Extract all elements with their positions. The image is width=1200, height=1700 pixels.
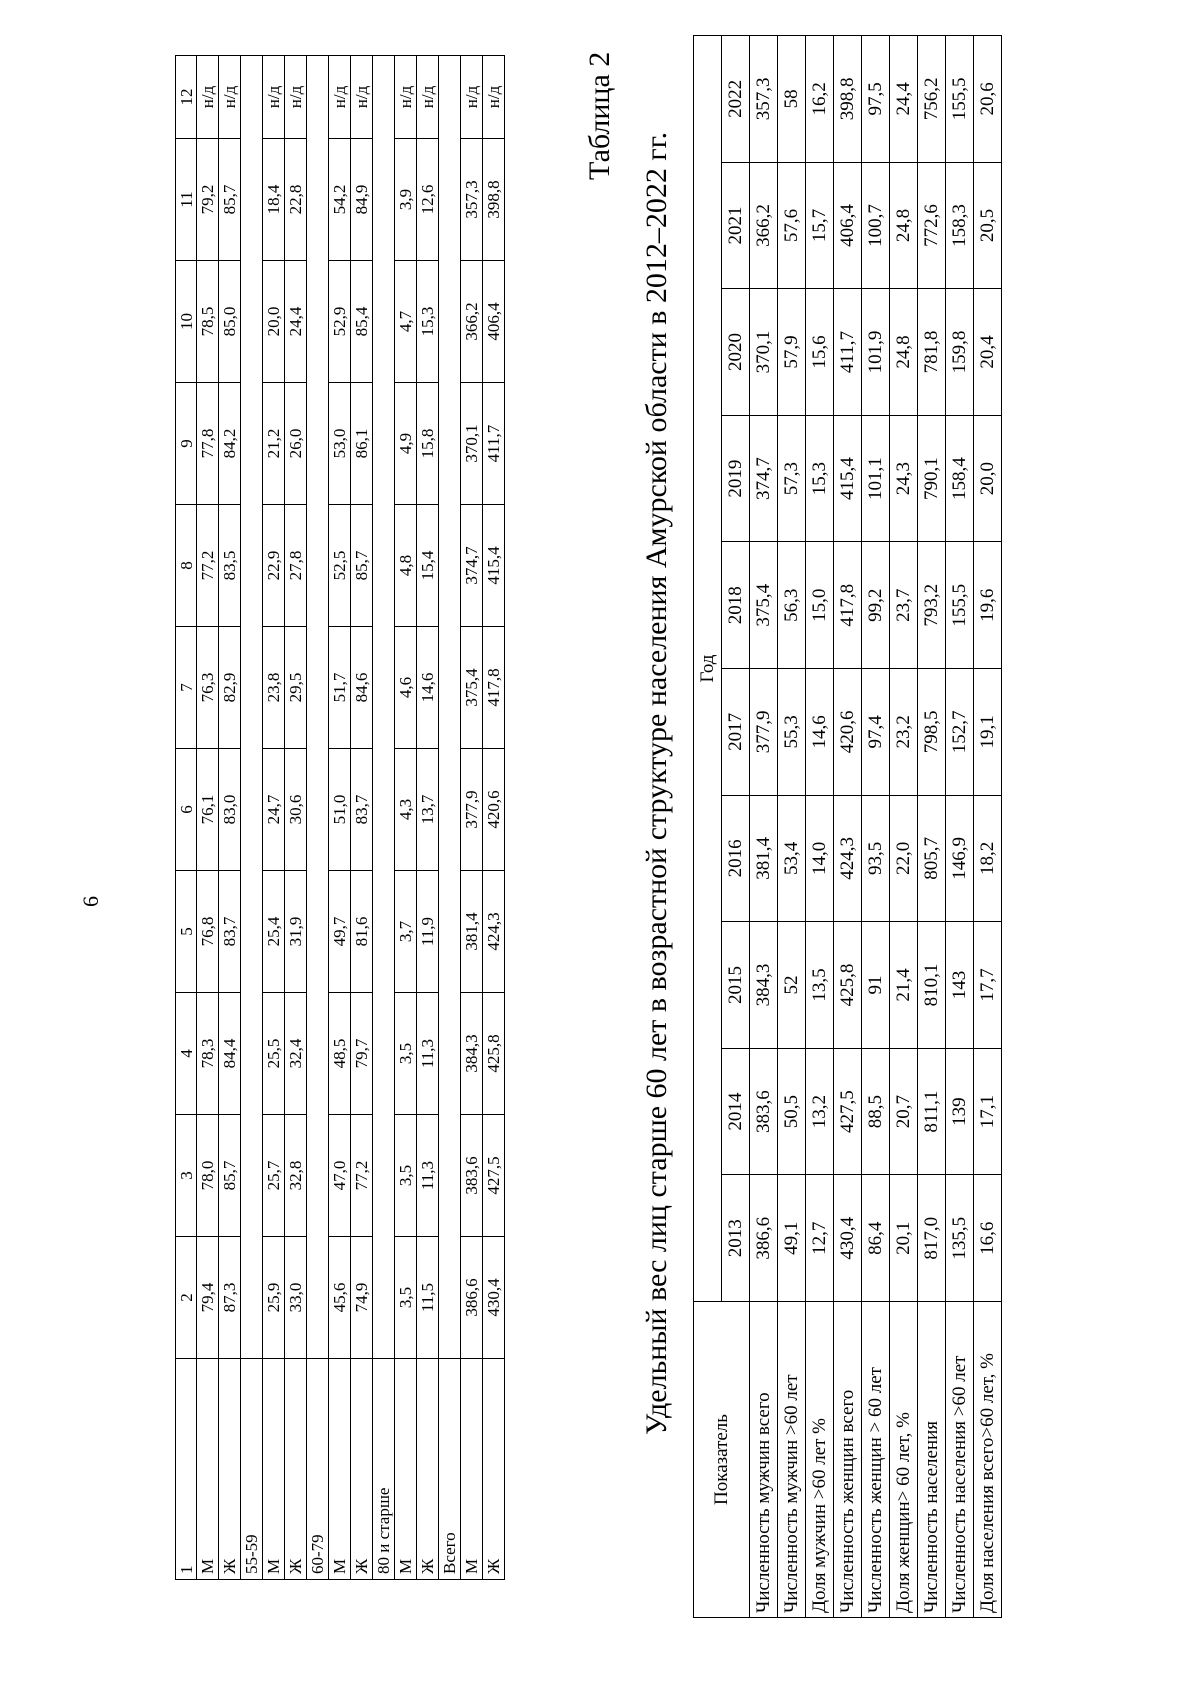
value-cell: 427,5 [834, 1048, 862, 1175]
value-cell: 76,1 [197, 749, 219, 871]
value-cell: 158,3 [946, 162, 974, 289]
value-cell: 22,8 [285, 139, 307, 261]
year-group-header: Год [694, 36, 722, 1302]
value-cell: 50,5 [778, 1048, 806, 1175]
value-cell: 425,8 [483, 993, 505, 1115]
section-label: Всего [439, 1359, 461, 1580]
value-cell: 3,5 [395, 993, 417, 1115]
value-cell: 31,9 [285, 871, 307, 993]
table-row [750, 36, 778, 1618]
value-cell: 23,7 [890, 542, 918, 669]
year-header: 2020 [722, 289, 750, 416]
value-cell: 83,7 [351, 749, 373, 871]
table-row [395, 56, 417, 1580]
value-cell: 51,0 [329, 749, 351, 871]
value-cell: 101,9 [862, 289, 890, 416]
value-cell: 52 [778, 922, 806, 1049]
value-cell: 56,3 [778, 542, 806, 669]
indicator-label: Численность мужчин всего [750, 1302, 778, 1618]
indicator-label: Доля мужчин >60 лет % [806, 1302, 834, 1618]
table-row [285, 56, 307, 1580]
value-cell: 15,3 [417, 261, 439, 383]
value-cell: 370,1 [461, 383, 483, 505]
value-cell: 77,8 [197, 383, 219, 505]
value-cell: 357,3 [461, 139, 483, 261]
year-header: 2017 [722, 669, 750, 796]
value-cell: 97,5 [862, 36, 890, 163]
page-number: 6 [78, 896, 103, 907]
value-cell: 398,8 [834, 36, 862, 163]
value-cell: н/д [197, 56, 219, 139]
year-header: 2014 [722, 1048, 750, 1175]
value-cell: 15,7 [806, 162, 834, 289]
sex-label: М [263, 1359, 285, 1580]
value-cell: 78,0 [197, 1115, 219, 1237]
column-number-cell: 5 [176, 871, 197, 993]
section-blank-cell [373, 56, 395, 1359]
column-number-cell: 2 [176, 1237, 197, 1359]
table-row [461, 56, 483, 1580]
value-cell: 84,9 [351, 139, 373, 261]
value-cell: н/д [263, 56, 285, 139]
table-row [806, 36, 834, 1618]
value-cell: 57,6 [778, 162, 806, 289]
table-row [417, 56, 439, 1580]
elderly-share-table [693, 35, 1002, 1618]
value-cell: 25,5 [263, 993, 285, 1115]
value-cell: 85,7 [219, 1115, 241, 1237]
value-cell: 53,0 [329, 383, 351, 505]
value-cell: 74,9 [351, 1237, 373, 1359]
indicator-label: Численность женщин всего [834, 1302, 862, 1618]
value-cell: 20,7 [890, 1048, 918, 1175]
value-cell: 756,2 [918, 36, 946, 163]
value-cell: 384,3 [750, 922, 778, 1049]
value-cell: 20,6 [974, 36, 1002, 163]
value-cell: 11,9 [417, 871, 439, 993]
table-label: Таблица 2 [583, 51, 616, 180]
value-cell: 55,3 [778, 669, 806, 796]
value-cell: 430,4 [483, 1237, 505, 1359]
section-blank-cell [241, 56, 263, 1359]
table-header-row [176, 56, 197, 1580]
value-cell: 25,7 [263, 1115, 285, 1237]
value-cell: 24,4 [890, 36, 918, 163]
value-cell: 84,4 [219, 993, 241, 1115]
value-cell: 383,6 [750, 1048, 778, 1175]
value-cell: 13,5 [806, 922, 834, 1049]
sex-label: Ж [285, 1359, 307, 1580]
value-cell: 11,3 [417, 1115, 439, 1237]
value-cell: 11,5 [417, 1237, 439, 1359]
value-cell: 406,4 [483, 261, 505, 383]
value-cell: 16,2 [806, 36, 834, 163]
value-cell: 76,8 [197, 871, 219, 993]
value-cell: н/д [285, 56, 307, 139]
value-cell: 57,3 [778, 415, 806, 542]
column-number-cell: 11 [176, 139, 197, 261]
value-cell: 381,4 [461, 871, 483, 993]
section-blank-cell [307, 56, 329, 1359]
value-cell: 377,9 [750, 669, 778, 796]
table-row [351, 56, 373, 1580]
value-cell: 78,5 [197, 261, 219, 383]
value-cell: 817,0 [918, 1175, 946, 1302]
value-cell: 370,1 [750, 289, 778, 416]
value-cell: 146,9 [946, 795, 974, 922]
value-cell: 4,7 [395, 261, 417, 383]
value-cell: 82,9 [219, 627, 241, 749]
value-cell: 83,5 [219, 505, 241, 627]
value-cell: 424,3 [834, 795, 862, 922]
year-header: 2018 [722, 542, 750, 669]
value-cell: 83,0 [219, 749, 241, 871]
section-label: 60-79 [307, 1359, 329, 1580]
value-cell: 15,0 [806, 542, 834, 669]
indicator-label: Доля населения всего>60 лет, % [974, 1302, 1002, 1618]
value-cell: 12,6 [417, 139, 439, 261]
value-cell: 86,1 [351, 383, 373, 505]
value-cell: 101,1 [862, 415, 890, 542]
value-cell: 21,4 [890, 922, 918, 1049]
value-cell: 781,8 [918, 289, 946, 416]
value-cell: 83,7 [219, 871, 241, 993]
value-cell: 78,3 [197, 993, 219, 1115]
column-number-cell: 10 [176, 261, 197, 383]
value-cell: н/д [395, 56, 417, 139]
value-cell: 798,5 [918, 669, 946, 796]
value-cell: 20,4 [974, 289, 1002, 416]
value-cell: 155,5 [946, 542, 974, 669]
value-cell: 23,8 [263, 627, 285, 749]
indicator-label: Численность мужчин >60 лет [778, 1302, 806, 1618]
value-cell: 159,8 [946, 289, 974, 416]
value-cell: 4,9 [395, 383, 417, 505]
value-cell: 84,6 [351, 627, 373, 749]
value-cell: 24,3 [890, 415, 918, 542]
indicator-label: Доля женщин> 60 лет, % [890, 1302, 918, 1618]
value-cell: н/д [483, 56, 505, 139]
value-cell: 424,3 [483, 871, 505, 993]
value-cell: 77,2 [197, 505, 219, 627]
value-cell: 26,0 [285, 383, 307, 505]
value-cell: 22,0 [890, 795, 918, 922]
column-number-cell: 6 [176, 749, 197, 871]
value-cell: 406,4 [834, 162, 862, 289]
sex-label: Ж [417, 1359, 439, 1580]
section-row [307, 56, 329, 1580]
column-number-cell: 9 [176, 383, 197, 505]
value-cell: 810,1 [918, 922, 946, 1049]
year-header: 2013 [722, 1175, 750, 1302]
year-header: 2019 [722, 415, 750, 542]
value-cell: 99,2 [862, 542, 890, 669]
value-cell: н/д [461, 56, 483, 139]
value-cell: 45,6 [329, 1237, 351, 1359]
value-cell: 20,0 [263, 261, 285, 383]
value-cell: 14,6 [417, 627, 439, 749]
value-cell: 100,7 [862, 162, 890, 289]
value-cell: 25,9 [263, 1237, 285, 1359]
value-cell: 49,1 [778, 1175, 806, 1302]
value-cell: 20,5 [974, 162, 1002, 289]
table-row [890, 36, 918, 1618]
value-cell: 24,4 [285, 261, 307, 383]
value-cell: 15,4 [417, 505, 439, 627]
table-title: Удельный вес лиц старше 60 лет в возрастной структуре населения Амурской области в 2012–2022 гг. [640, 131, 673, 1435]
value-cell: 24,8 [890, 289, 918, 416]
sex-label: М [395, 1359, 417, 1580]
sex-label: Ж [351, 1359, 373, 1580]
value-cell: 425,8 [834, 922, 862, 1049]
sex-label: Ж [483, 1359, 505, 1580]
indicator-label: Численность населения [918, 1302, 946, 1618]
value-cell: 54,2 [329, 139, 351, 261]
value-cell: 135,5 [946, 1175, 974, 1302]
year-header: 2015 [722, 922, 750, 1049]
value-cell: 51,7 [329, 627, 351, 749]
value-cell: 805,7 [918, 795, 946, 922]
table-row [862, 36, 890, 1618]
section-label: 80 и старше [373, 1359, 395, 1580]
value-cell: 88,5 [862, 1048, 890, 1175]
value-cell: 14,0 [806, 795, 834, 922]
value-cell: 430,4 [834, 1175, 862, 1302]
column-number-cell: 1 [176, 1359, 197, 1580]
value-cell: 13,2 [806, 1048, 834, 1175]
value-cell: 25,4 [263, 871, 285, 993]
value-cell: н/д [417, 56, 439, 139]
value-cell: 33,0 [285, 1237, 307, 1359]
value-cell: 3,9 [395, 139, 417, 261]
value-cell: 29,5 [285, 627, 307, 749]
value-cell: 374,7 [461, 505, 483, 627]
indicator-header: Показатель [694, 1302, 750, 1618]
table-row [219, 56, 241, 1580]
value-cell: 85,7 [219, 139, 241, 261]
value-cell: 415,4 [483, 505, 505, 627]
value-cell: 377,9 [461, 749, 483, 871]
value-cell: 152,7 [946, 669, 974, 796]
value-cell: 4,6 [395, 627, 417, 749]
value-cell: 97,4 [862, 669, 890, 796]
value-cell: 57,9 [778, 289, 806, 416]
value-cell: 3,7 [395, 871, 417, 993]
value-cell: н/д [329, 56, 351, 139]
value-cell: 143 [946, 922, 974, 1049]
value-cell: 4,8 [395, 505, 417, 627]
value-cell: 47,0 [329, 1115, 351, 1237]
value-cell: 375,4 [750, 542, 778, 669]
value-cell: 374,7 [750, 415, 778, 542]
value-cell: н/д [351, 56, 373, 139]
value-cell: 793,2 [918, 542, 946, 669]
section-label: 55-59 [241, 1359, 263, 1580]
table-row [483, 56, 505, 1580]
value-cell: 48,5 [329, 993, 351, 1115]
indicator-label: Численность населения >60 лет [946, 1302, 974, 1618]
value-cell: 420,6 [483, 749, 505, 871]
value-cell: 22,9 [263, 505, 285, 627]
value-cell: 3,5 [395, 1115, 417, 1237]
value-cell: 415,4 [834, 415, 862, 542]
column-number-cell: 3 [176, 1115, 197, 1237]
value-cell: 84,2 [219, 383, 241, 505]
value-cell: 87,3 [219, 1237, 241, 1359]
value-cell: 384,3 [461, 993, 483, 1115]
value-cell: 383,6 [461, 1115, 483, 1237]
value-cell: 16,6 [974, 1175, 1002, 1302]
table-header-row [694, 36, 722, 1618]
value-cell: 4,3 [395, 749, 417, 871]
age-structure-table [175, 55, 505, 1580]
value-cell: 58 [778, 36, 806, 163]
value-cell: 24,7 [263, 749, 285, 871]
value-cell: 24,8 [890, 162, 918, 289]
value-cell: 79,7 [351, 993, 373, 1115]
value-cell: 12,7 [806, 1175, 834, 1302]
value-cell: 91 [862, 922, 890, 1049]
value-cell: 158,4 [946, 415, 974, 542]
value-cell: 14,6 [806, 669, 834, 796]
value-cell: 20,0 [974, 415, 1002, 542]
value-cell: 32,8 [285, 1115, 307, 1237]
value-cell: 357,3 [750, 36, 778, 163]
sex-label: М [461, 1359, 483, 1580]
value-cell: 81,6 [351, 871, 373, 993]
value-cell: 52,5 [329, 505, 351, 627]
value-cell: 366,2 [750, 162, 778, 289]
value-cell: 49,7 [329, 871, 351, 993]
column-number-cell: 8 [176, 505, 197, 627]
value-cell: 86,4 [862, 1175, 890, 1302]
value-cell: 386,6 [750, 1175, 778, 1302]
value-cell: 18,4 [263, 139, 285, 261]
value-cell: 85,0 [219, 261, 241, 383]
table-row [778, 36, 806, 1618]
table-row [263, 56, 285, 1580]
value-cell: 77,2 [351, 1115, 373, 1237]
table-row [946, 36, 974, 1618]
table-row [329, 56, 351, 1580]
value-cell: 398,8 [483, 139, 505, 261]
table-row [197, 56, 219, 1580]
value-cell: 139 [946, 1048, 974, 1175]
value-cell: 386,6 [461, 1237, 483, 1359]
value-cell: 30,6 [285, 749, 307, 871]
value-cell: 375,4 [461, 627, 483, 749]
value-cell: 93,5 [862, 795, 890, 922]
value-cell: 772,6 [918, 162, 946, 289]
year-header: 2021 [722, 162, 750, 289]
section-row [439, 56, 461, 1580]
value-cell: 85,7 [351, 505, 373, 627]
value-cell: 15,8 [417, 383, 439, 505]
column-number-cell: 4 [176, 993, 197, 1115]
value-cell: 17,7 [974, 922, 1002, 1049]
value-cell: 15,6 [806, 289, 834, 416]
value-cell: 19,1 [974, 669, 1002, 796]
value-cell: 85,4 [351, 261, 373, 383]
sex-label: М [329, 1359, 351, 1580]
value-cell: 411,7 [483, 383, 505, 505]
value-cell: 27,8 [285, 505, 307, 627]
value-cell: 155,5 [946, 36, 974, 163]
value-cell: 52,9 [329, 261, 351, 383]
section-blank-cell [439, 56, 461, 1359]
value-cell: 23,2 [890, 669, 918, 796]
value-cell: 17,1 [974, 1048, 1002, 1175]
column-number-cell: 7 [176, 627, 197, 749]
sex-label: М [197, 1359, 219, 1580]
table-row [918, 36, 946, 1618]
value-cell: 420,6 [834, 669, 862, 796]
year-header: 2016 [722, 795, 750, 922]
value-cell: 20,1 [890, 1175, 918, 1302]
value-cell: 76,3 [197, 627, 219, 749]
section-row [241, 56, 263, 1580]
value-cell: 19,6 [974, 542, 1002, 669]
value-cell: 13,7 [417, 749, 439, 871]
value-cell: 427,5 [483, 1115, 505, 1237]
section-row [373, 56, 395, 1580]
column-number-cell: 12 [176, 56, 197, 139]
table-row [834, 36, 862, 1618]
value-cell: 790,1 [918, 415, 946, 542]
table-row [974, 36, 1002, 1618]
value-cell: 32,4 [285, 993, 307, 1115]
value-cell: 417,8 [483, 627, 505, 749]
value-cell: 79,2 [197, 139, 219, 261]
value-cell: н/д [219, 56, 241, 139]
value-cell: 21,2 [263, 383, 285, 505]
value-cell: 3,5 [395, 1237, 417, 1359]
value-cell: 411,7 [834, 289, 862, 416]
value-cell: 811,1 [918, 1048, 946, 1175]
value-cell: 366,2 [461, 261, 483, 383]
indicator-label: Численность женщин > 60 лет [862, 1302, 890, 1618]
value-cell: 11,3 [417, 993, 439, 1115]
value-cell: 79,4 [197, 1237, 219, 1359]
value-cell: 53,4 [778, 795, 806, 922]
sex-label: Ж [219, 1359, 241, 1580]
value-cell: 18,2 [974, 795, 1002, 922]
value-cell: 417,8 [834, 542, 862, 669]
value-cell: 15,3 [806, 415, 834, 542]
year-header: 2022 [722, 36, 750, 163]
value-cell: 381,4 [750, 795, 778, 922]
